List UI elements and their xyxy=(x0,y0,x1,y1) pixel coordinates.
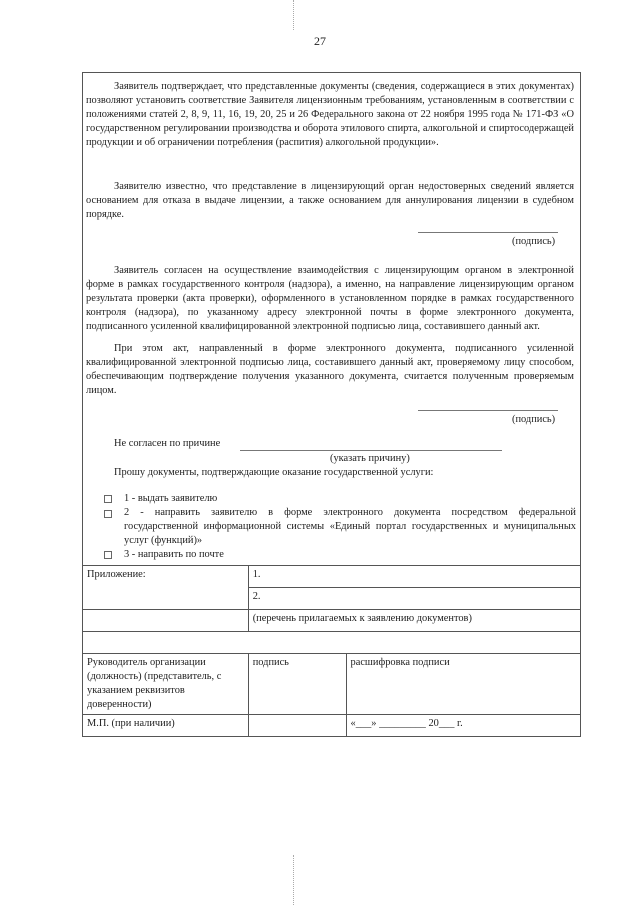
date-field[interactable]: «___» _________ 20___ г. xyxy=(346,715,580,737)
false-info-paragraph: Заявителю известно, что представление в лицензирующий орган недостоверных сведений является основанием для отказа в выдаче лицензии, а также основанием для аннулирования лицензии в судебном порядке. xyxy=(86,181,574,220)
attachment-list-hint: (перечень прилагаемых к заявлению документов) xyxy=(248,610,580,632)
signature-column[interactable]: подпись xyxy=(248,654,346,715)
binding-margin-bottom xyxy=(293,855,294,905)
stamp-cell[interactable] xyxy=(248,715,346,737)
page-number: 27 xyxy=(314,34,326,48)
option-3-text: 3 - направить по почте xyxy=(124,549,224,560)
empty-cell xyxy=(83,610,249,632)
signature-label-2: (подпись) xyxy=(512,414,556,425)
spacer-row xyxy=(83,632,581,654)
signature-line-1 xyxy=(418,232,558,233)
option-2[interactable] xyxy=(104,506,576,548)
request-line: Прошу документы, подтверждающие оказание государственной услуги: xyxy=(114,467,434,478)
attachment-item-1[interactable]: 1. xyxy=(248,566,580,588)
signature-line-2 xyxy=(418,410,558,411)
electronic-consent-paragraph: Заявитель согласен на осуществление взаимодействия с лицензирующим органом в электронной форме в рамках государственного контроля (надзора), а именно, на направление лицензирующим органом результата проверки (акта проверки), оформленного в установленном порядке в рамках государственного контроля (надзора), по указанному адресу электронной почты в форме электронного документа, подписанного усиленной квалифицированной электронной подписью лица, составившего данный акт. xyxy=(86,265,574,332)
option-2-checkbox[interactable] xyxy=(104,510,112,518)
disagree-label: Не согласен по причине xyxy=(114,438,221,449)
attachment-label: Приложение: xyxy=(83,566,249,610)
stamp-label: М.П. (при наличии) xyxy=(83,715,249,737)
decoding-column[interactable]: расшифровка подписи xyxy=(346,654,580,715)
option-3[interactable] xyxy=(104,548,224,562)
binding-margin-top xyxy=(293,0,294,30)
disagree-reason-line[interactable] xyxy=(240,450,502,451)
compliance-paragraph: Заявитель подтверждает, что представленные документы (сведения, содержащиеся в этих документах) позволяют установить соответствие Заявителя лицензионным требованиям, установленным в соответствии с положениями статей 2, 8, 9, 11, 16, 19, 20, 25 и 26 Федерального закона от 22 ноября 1995 года № 171-ФЗ «О государственном регулировании производства и оборота этилового спирта, алкогольной и спиртосодержащей продукции и об ограничении потребления (распития) алкогольной продукции». xyxy=(86,81,574,148)
attachments-table xyxy=(82,565,581,737)
option-2-text: 2 - направить заявителю в форме электронного документа посредством федеральной государственной информационной системы «Единый портал государственных и муниципальных услуг (функций)» xyxy=(124,507,576,546)
option-1-text: 1 - выдать заявителю xyxy=(124,493,218,504)
head-label: Руководитель организации (должность) (представитель, с указанием реквизитов доверенности) xyxy=(83,654,249,715)
option-3-checkbox[interactable] xyxy=(104,551,112,559)
act-receipt-paragraph: При этом акт, направленный в форме электронного документа, подписанного усиленной квалифицированной электронной подписью лица, составившего данный акт, проверяемому лицу способом, обеспечивающим подтверждение получения указанного документа, считается полученным проверяемым лицом. xyxy=(86,343,574,396)
option-1-checkbox[interactable] xyxy=(104,495,112,503)
option-1[interactable] xyxy=(104,492,574,506)
disagree-hint: (указать причину) xyxy=(330,453,410,464)
signature-label-1: (подпись) xyxy=(512,236,556,247)
attachment-item-2[interactable]: 2. xyxy=(248,588,580,610)
